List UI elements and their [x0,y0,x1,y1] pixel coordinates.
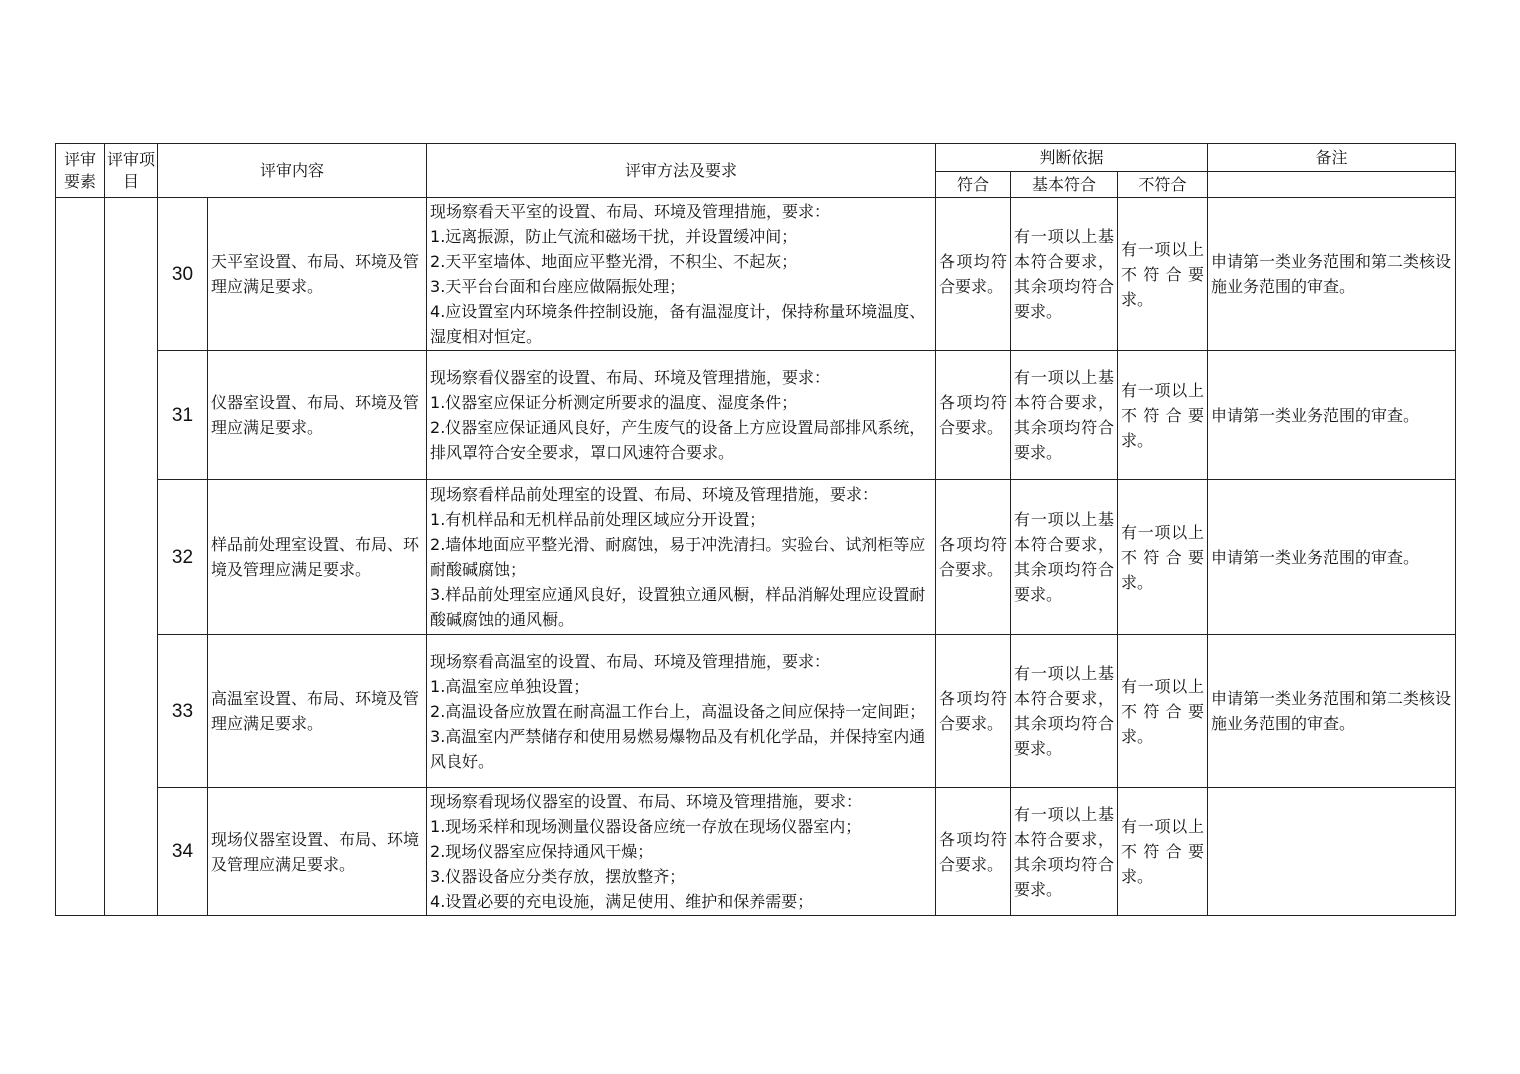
conform-criteria: 各项均符合要求。 [936,351,1011,480]
conform-criteria: 各项均符合要求。 [936,480,1011,635]
row-number: 34 [158,788,208,916]
item-cell [105,198,158,916]
method-line: 2.天平室墙体、地面应平整光滑，不积尘、不起灰； [430,252,798,271]
method-line: 现场察看天平室的设置、布局、环境及管理措施，要求： [430,202,831,221]
note-cell: 申请第一类业务范围和第二类核设施业务范围的审查。 [1208,635,1456,788]
header-note: 备注 [1208,144,1456,172]
note-cell [1208,788,1456,916]
nonconform-criteria: 有一项以上不符合要求。 [1118,351,1208,480]
method-line: 现场察看样品前处理室的设置、布局、环境及管理措施，要求： [430,485,879,504]
table-row [56,788,1456,916]
header-judgment: 判断依据 [936,144,1208,172]
header-conform: 符合 [936,172,1011,198]
header-nonconform: 不符合 [1118,172,1208,198]
table-row [56,198,1456,351]
conform-criteria: 各项均符合要求。 [936,198,1011,351]
method-line: 2.现场仪器室应保持通风干燥； [430,842,654,861]
method-line: 1.有机样品和无机样品前处理区域应分开设置； [430,510,766,529]
row-number: 31 [158,351,208,480]
row-number: 32 [158,480,208,635]
review-method [427,351,936,480]
table-row [56,480,1456,635]
method-line: 3.高温室内严禁储存和使用易燃易爆物品及有机化学品，并保持室内通风良好。 [430,726,926,771]
method-line: 3.样品前处理室应通风良好，设置独立通风橱，样品消解处理应设置耐酸碱腐蚀的通风橱。 [430,585,926,629]
row-number: 33 [158,635,208,788]
review-table [55,143,1456,916]
basic-conform-criteria: 有一项以上基本符合要求，其余项均符合要求。 [1011,351,1118,480]
method-line: 4.应设置室内环境条件控制设施，备有温湿度计，保持称量环境温度、湿度相对恒定。 [430,302,926,346]
table-row [56,635,1456,788]
element-cell [56,198,105,916]
method-line: 3.仪器设备应分类存放，摆放整齐； [430,867,686,886]
nonconform-criteria: 有一项以上不符合要求。 [1118,788,1208,916]
header-method: 评审方法及要求 [427,144,936,198]
nonconform-criteria: 有一项以上不符合要求。 [1118,480,1208,635]
method-line: 2.高温设备应放置在耐高温工作台上，高温设备之间应保持一定间距； [430,701,926,721]
basic-conform-criteria: 有一项以上基本符合要求，其余项均符合要求。 [1011,635,1118,788]
method-line: 现场察看现场仪器室的设置、布局、环境及管理措施，要求： [430,792,863,811]
method-line: 2.仪器室应保证通风良好，产生废气的设备上方应设置局部排风系统，排风罩符合安全要求，罩口风速符合要求。 [430,418,926,462]
review-method [427,480,936,635]
review-content: 天平室设置、布局、环境及管理应满足要求。 [208,198,427,351]
review-content: 高温室设置、布局、环境及管理应满足要求。 [208,635,427,788]
table-row [56,351,1456,480]
header-element: 评审要素 [56,144,105,198]
nonconform-criteria: 有一项以上不符合要求。 [1118,198,1208,351]
header-row [56,144,1456,172]
review-content: 样品前处理室设置、布局、环境及管理应满足要求。 [208,480,427,635]
basic-conform-criteria: 有一项以上基本符合要求，其余项均符合要求。 [1011,198,1118,351]
header-note-blank [1208,172,1456,198]
note-cell: 申请第一类业务范围和第二类核设施业务范围的审查。 [1208,198,1456,351]
method-line: 1.远离振源，防止气流和磁场干扰，并设置缓冲间； [430,227,798,246]
method-line: 4.设置必要的充电设施，满足使用、维护和保养需要； [430,892,814,911]
method-line: 现场察看仪器室的设置、布局、环境及管理措施，要求： [430,368,831,387]
method-line: 3.天平台台面和台座应做隔振处理； [430,277,686,296]
review-content: 仪器室设置、布局、环境及管理应满足要求。 [208,351,427,480]
method-line: 1.高温室应单独设置； [430,676,590,696]
conform-criteria: 各项均符合要求。 [936,788,1011,916]
method-line: 1.现场采样和现场测量仪器设备应统一存放在现场仪器室内； [430,817,862,836]
method-line: 现场察看高温室的设置、布局、环境及管理措施，要求： [430,651,831,671]
basic-conform-criteria: 有一项以上基本符合要求，其余项均符合要求。 [1011,788,1118,916]
header-item: 评审项目 [105,144,158,198]
conform-criteria: 各项均符合要求。 [936,635,1011,788]
header-basic-conform: 基本符合 [1011,172,1118,198]
note-cell: 申请第一类业务范围的审查。 [1208,480,1456,635]
method-line: 2.墙体地面应平整光滑、耐腐蚀，易于冲洗清扫。实验台、试剂柜等应耐酸碱腐蚀； [430,535,926,579]
row-number: 30 [158,198,208,351]
method-line: 1.仪器室应保证分析测定所要求的温度、湿度条件； [430,393,798,412]
review-method [427,198,936,351]
header-content: 评审内容 [158,144,427,198]
review-method [427,788,936,916]
nonconform-criteria: 有一项以上不符合要求。 [1118,635,1208,788]
review-method [427,635,936,788]
basic-conform-criteria: 有一项以上基本符合要求，其余项均符合要求。 [1011,480,1118,635]
note-cell: 申请第一类业务范围的审查。 [1208,351,1456,480]
review-content: 现场仪器室设置、布局、环境及管理应满足要求。 [208,788,427,916]
